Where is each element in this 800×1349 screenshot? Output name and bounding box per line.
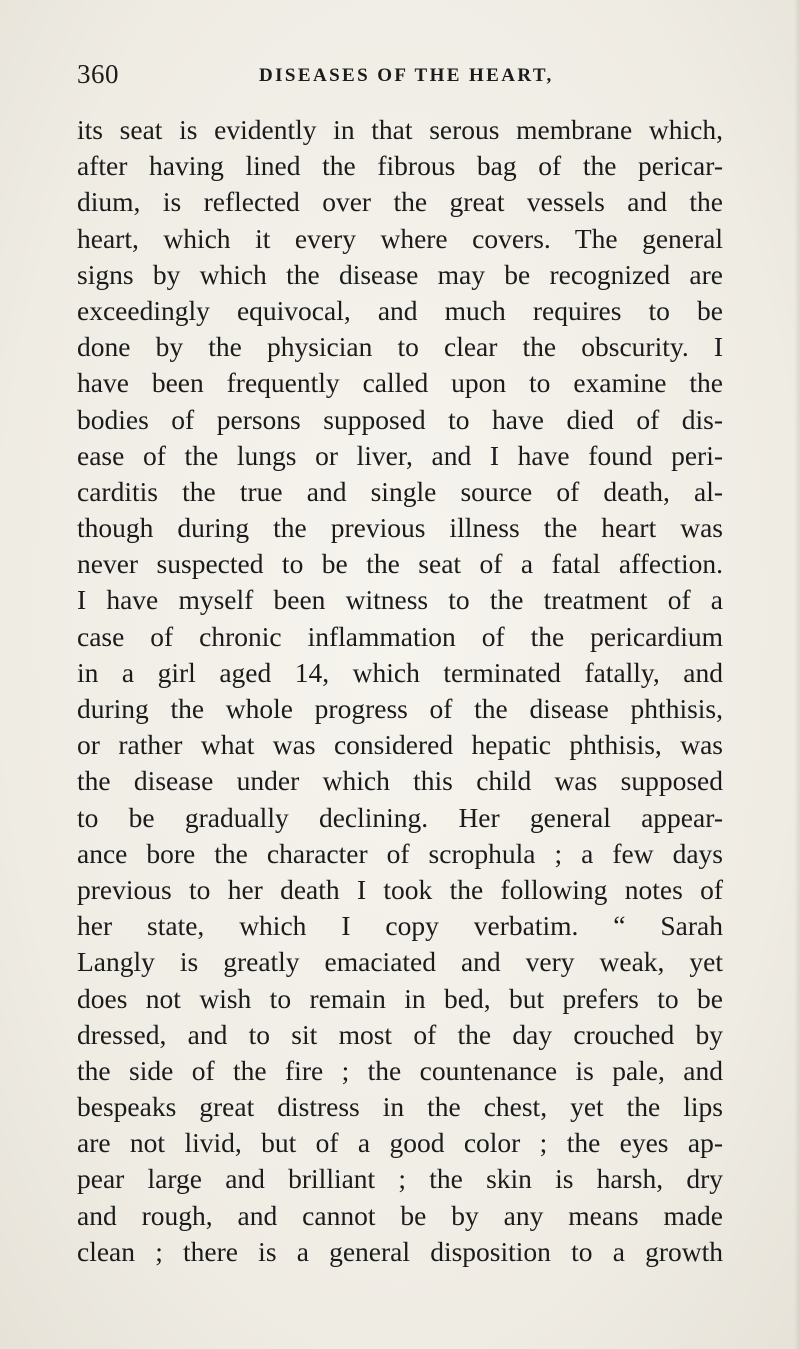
text-line: case of chronic inflammation of the pericardium [77, 620, 723, 652]
text-line: ance bore the character of scrophula ; a few days [77, 837, 723, 869]
text-line: Langly is greatly emaciated and very weak, yet [77, 946, 723, 978]
text-line: I have myself been witness to the treatment of a [77, 584, 723, 616]
page-number: 360 [77, 59, 119, 89]
text-line: after having lined the fibrous bag of the pericar- [77, 150, 723, 182]
text-line: signs by which the disease may be recognized are [77, 258, 723, 290]
text-line: bodies of persons supposed to have died of dis- [77, 403, 723, 435]
text-line: in a girl aged 14, which terminated fatally, and [77, 656, 723, 688]
text-line: exceedingly equivocal, and much requires to be [77, 294, 723, 326]
text-line: done by the physician to clear the obscurity. I [77, 331, 723, 363]
running-head [77, 56, 723, 92]
text-line: to be gradually declining. Her general appear- [77, 801, 723, 833]
text-line: its seat is evidently in that serous membrane which, [77, 114, 723, 145]
text-line: does not wish to remain in bed, but prefers to be [77, 982, 723, 1014]
text-line: and rough, and cannot be by any means made [77, 1199, 723, 1231]
text-line: the disease under which this child was supposed [77, 765, 723, 797]
text-line: though during the previous illness the heart was [77, 512, 723, 544]
text-line: bespeaks great distress in the chest, yet the lips [77, 1091, 723, 1123]
text-line: or rather what was considered hepatic phthisis, was [77, 729, 723, 761]
text-line: dressed, and to sit most of the day crouched by [77, 1018, 723, 1050]
text-line: dium, is reflected over the great vessels and the [77, 186, 723, 218]
text-line: carditis the true and single source of death, al- [77, 475, 723, 507]
text-line: have been frequently called upon to examine the [77, 367, 723, 399]
text-line: clean ; there is a general disposition to a growth [77, 1235, 723, 1267]
text-line: pear large and brilliant ; the skin is harsh, dry [77, 1163, 723, 1195]
text-line: her state, which I copy verbatim. “ Sarah [77, 910, 723, 942]
running-title: DISEASES OF THE HEART, [259, 65, 554, 86]
text-line: heart, which it every where covers. The general [77, 222, 723, 254]
text-line: ease of the lungs or liver, and I have found peri- [77, 439, 723, 471]
text-line: never suspected to be the seat of a fatal affection. [77, 548, 723, 580]
text-line: previous to her death I took the following notes of [77, 873, 723, 905]
body-text [77, 112, 723, 1270]
text-line: during the whole progress of the disease phthisis, [77, 693, 723, 724]
text-line: are not livid, but of a good color ; the eyes ap- [77, 1127, 723, 1159]
text-line: the side of the fire ; the countenance is pale, and [77, 1054, 723, 1086]
